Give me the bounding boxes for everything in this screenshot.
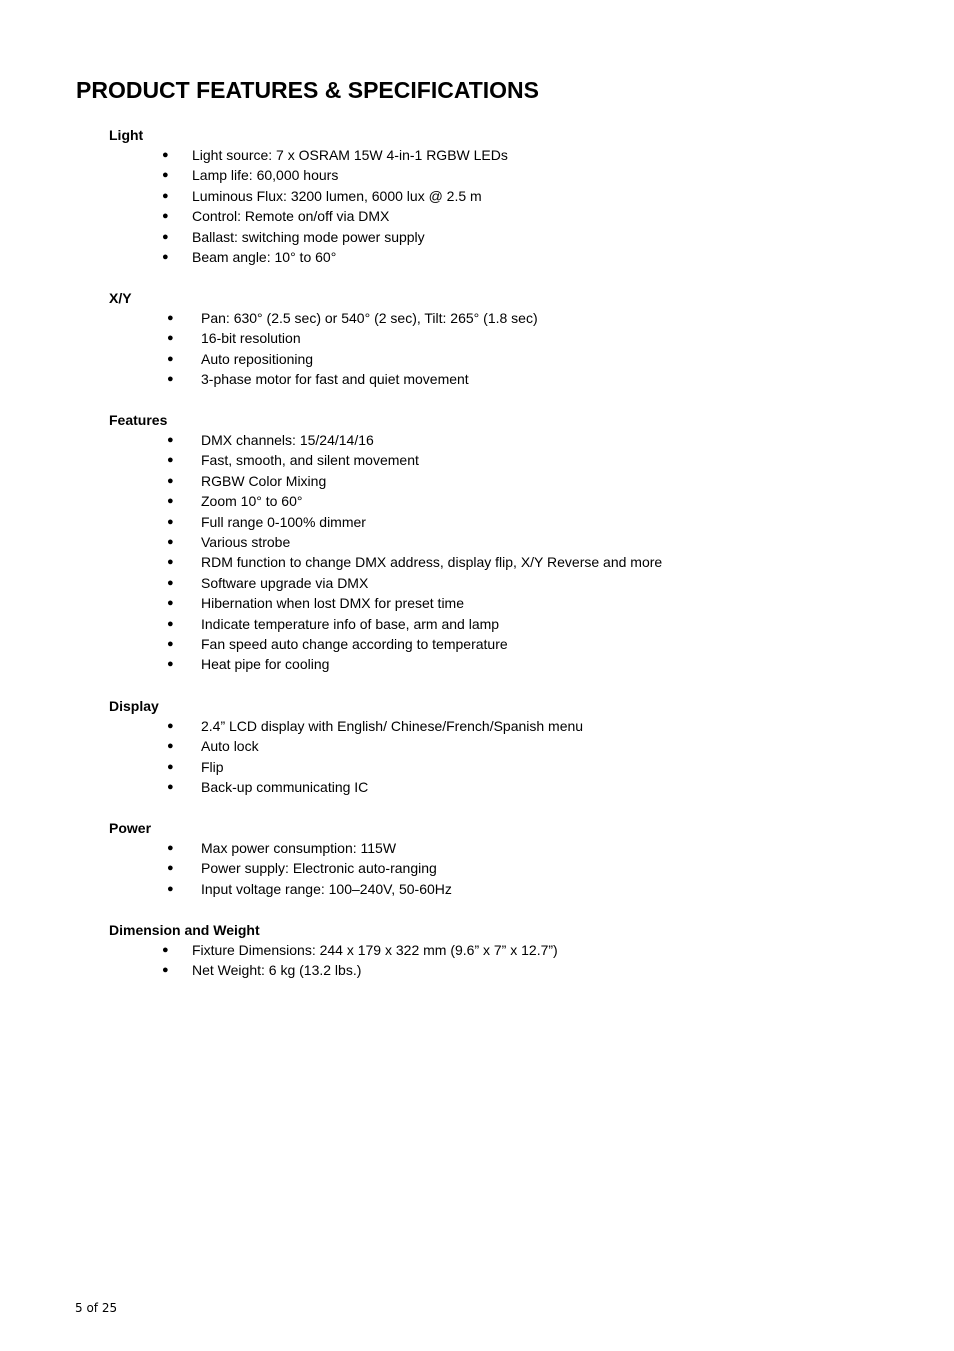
bullet-icon: ● — [162, 964, 169, 977]
bullet-icon: ● — [167, 474, 174, 487]
list-item-text: Beam angle: 10° to 60° — [192, 248, 337, 265]
list-item-text: Luminous Flux: 3200 lumen, 6000 lux @ 2.5 m — [192, 187, 482, 204]
list-item-text: Fan speed auto change according to temperature — [201, 635, 508, 652]
list-item-text: Light source: 7 x OSRAM 15W 4-in-1 RGBW LEDs — [192, 147, 508, 163]
list-item-text: Flip — [201, 758, 224, 775]
list-item-text: Pan: 630° (2.5 sec) or 540° (2 sec), Tilt: 265° (1.8 sec) — [201, 310, 538, 326]
list-item-text: RGBW Color Mixing — [201, 472, 327, 489]
list-item-text: Heat pipe for cooling — [201, 656, 330, 673]
bullet-icon: ● — [167, 352, 174, 365]
list-item-text: Hibernation when lost DMX for preset time — [201, 595, 464, 612]
list-item-text: Fixture Dimensions: 244 x 179 x 322 mm (9.6” x 7” x 12.7”) — [192, 942, 558, 958]
bullet-icon: ● — [162, 169, 169, 182]
list-item-text: Various strobe — [201, 533, 291, 550]
bullet-icon: ● — [167, 535, 174, 548]
bullet-icon: ● — [167, 434, 174, 446]
bullet-icon: ● — [162, 944, 169, 956]
bullet-icon: ● — [167, 781, 174, 794]
list-item-text: Full range 0-100% dimmer — [201, 513, 366, 530]
list-item-text: Auto repositioning — [201, 350, 314, 367]
list-item-text: Control: Remote on/off via DMX — [192, 208, 390, 225]
list-item-text: Fast, smooth, and silent movement — [201, 452, 419, 469]
bullet-icon: ● — [167, 760, 174, 773]
section-heading: Power — [109, 820, 152, 836]
list-item-text: 16-bit resolution — [201, 330, 301, 347]
bullet-icon: ● — [162, 250, 169, 263]
list-item-text: Ballast: switching mode power supply — [192, 228, 425, 245]
list-item-text: Software upgrade via DMX — [201, 574, 369, 591]
bullet-icon: ● — [167, 842, 174, 854]
bullet-icon: ● — [167, 862, 174, 875]
list-item-text: Back-up communicating IC — [201, 779, 369, 796]
bullet-icon: ● — [167, 454, 174, 467]
list-item-text: Indicate temperature info of base, arm and lamp — [201, 615, 500, 632]
bullet-icon: ● — [167, 617, 174, 630]
bullet-icon: ● — [167, 720, 174, 732]
bullet-icon: ● — [162, 230, 169, 243]
list-item-text: Lamp life: 60,000 hours — [192, 167, 339, 184]
section-heading: Features — [109, 412, 168, 428]
page-title: PRODUCT FEATURES & SPECIFICATIONS — [76, 77, 539, 103]
bullet-icon: ● — [167, 556, 174, 569]
bullet-icon: ● — [167, 495, 174, 508]
bullet-icon: ● — [167, 882, 174, 895]
list-item-text: Net Weight: 6 kg (13.2 lbs.) — [192, 962, 362, 979]
bullet-icon: ● — [162, 210, 169, 223]
list-item-text: 3-phase motor for fast and quiet movement — [201, 371, 469, 388]
page-number: 5 of 25 — [75, 1301, 118, 1315]
bullet-icon: ● — [162, 149, 169, 161]
list-item-text: RDM function to change DMX address, display flip, X/Y Reverse and more — [201, 554, 663, 571]
list-item-text: Power supply: Electronic auto-ranging — [201, 860, 437, 877]
list-item-text: 2.4” LCD display with English/ Chinese/French/Spanish menu — [201, 718, 584, 734]
bullet-icon: ● — [167, 312, 174, 324]
bullet-icon: ● — [167, 373, 174, 386]
list-item-text: Max power consumption: 115W — [201, 840, 397, 856]
list-item-text: Input voltage range: 100–240V, 50-60Hz — [201, 880, 452, 897]
list-item-text: Auto lock — [201, 738, 259, 755]
bullet-icon: ● — [167, 637, 174, 650]
bullet-icon: ● — [167, 597, 174, 610]
section-heading: Dimension and Weight — [109, 922, 260, 938]
bullet-icon: ● — [167, 740, 174, 753]
section-heading: Display — [109, 698, 159, 714]
bullet-icon: ● — [167, 332, 174, 345]
bullet-icon: ● — [167, 576, 174, 589]
section-heading: Light — [109, 127, 144, 143]
section-heading: X/Y — [109, 290, 132, 306]
bullet-icon: ● — [167, 515, 174, 528]
bullet-icon: ● — [167, 658, 174, 671]
list-item-text: Zoom 10° to 60° — [201, 493, 303, 510]
list-item-text: DMX channels: 15/24/14/16 — [201, 432, 374, 448]
bullet-icon: ● — [162, 189, 169, 202]
